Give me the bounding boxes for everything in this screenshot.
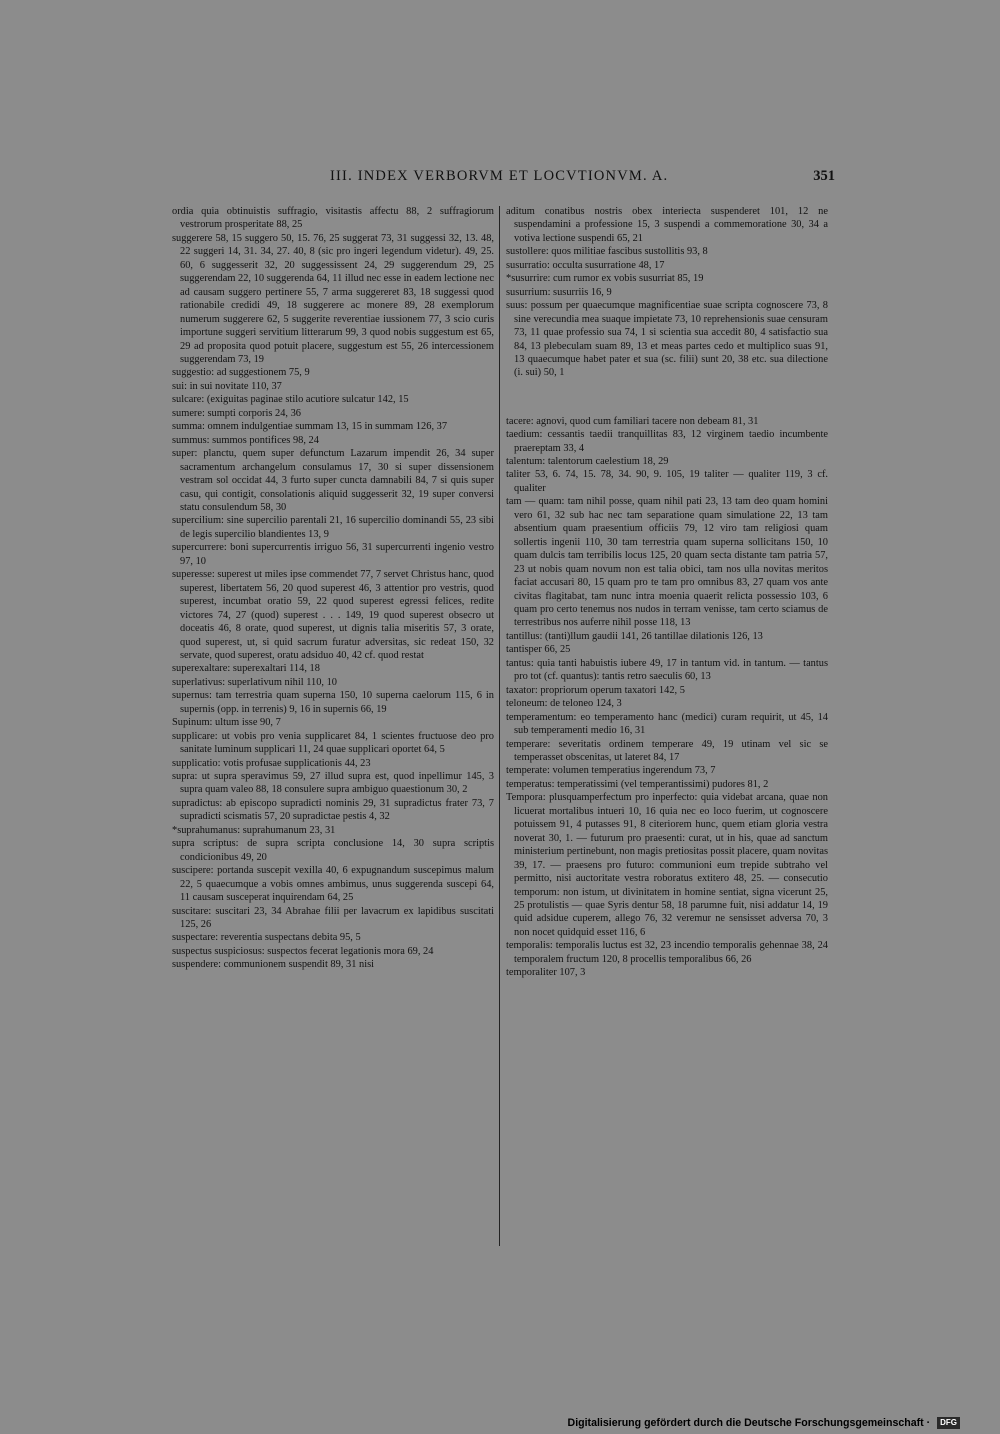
- index-entry: temporalis: temporalis luctus est 32, 23 incendio temporalis gehennae 38, 24 temporalem fructum 120, 8 procellis temporalibus 66, 26: [506, 940, 828, 965]
- index-entry: supernus: tam terrestria quam superna 150, 10 superna caelorum 115, 6 in supernis (opp. in terrenis) 9, 16 in supernis 66, 19: [172, 690, 494, 715]
- index-entry: temporaliter 107, 3: [506, 967, 586, 979]
- page-title: III. INDEX VERBORVM ET LOCVTIONVM. A.: [330, 168, 669, 184]
- index-entry: *suprahumanus: suprahumanum 23, 31: [172, 824, 336, 836]
- index-entry: taxator: propriorum operum taxatori 142, 5: [506, 684, 685, 696]
- entry-gap: [506, 390, 828, 404]
- index-entry: ordia quia obtinuistis suffragio, visitastis affectu 88, 2 suffragiorum vestrorum prosperitate 88, 25: [172, 206, 494, 231]
- page-number: 351: [813, 168, 835, 184]
- index-entry: supra scriptus: de supra scripta conclusione 14, 30 supra scriptis condicionibus 49, 20: [172, 838, 494, 863]
- index-entry: suscitare: suscitari 23, 34 Abrahae filii per lavacrum ex lapidibus suscitati 125, 26: [172, 905, 494, 931]
- index-entry: temperatus: temperatissimi (vel temperantissimi) pudores 81, 2: [506, 778, 769, 790]
- index-entry: susurratio: occulta susurratione 48, 17: [506, 259, 665, 271]
- index-entry: tantus: quia tanti habuistis iubere 49, 17 in tantum vid. in tantum. — tantus pro tot (cf. quantus): tantis retro saeculis 60, 13: [506, 657, 828, 683]
- index-entry: taedium: cessantis taedii tranquillitas 83, 12 virginem taedio incumbente praereptam 33, 4: [506, 429, 828, 454]
- index-entry: temperamentum: eo temperamento hanc (medici) curam requirit, ut 45, 14 sub temperamenti medio 16, 31: [506, 711, 828, 737]
- running-head: [330, 168, 835, 190]
- dfg-logo: DFG: [937, 1417, 960, 1429]
- index-entry: super: planctu, quem super defunctum Lazarum impendit 26, 34 super sacramentum archangelum consulamus 17, 30 si super dissensionem vestram sol occidat 44, 3 furto super cuncta damnabili 84, 7 si quis super casu, qui contigit, consolationis aliquid suggesserit 32, 19 super conversi statu consulendum 58, 30: [172, 448, 494, 513]
- left-column: [172, 205, 494, 972]
- index-entry: suspectare: reverentia suspectans debita 95, 5: [172, 932, 361, 944]
- index-entry: suggestio: ad suggestionem 75, 9: [172, 367, 310, 379]
- index-entry: tacere: agnovi, quod cum familiari tacere non debeam 81, 31: [506, 415, 759, 427]
- index-entry: aditum conatibus nostris obex interiecta suspenderet 101, 12 ne suspendamini a professione 15, 3 suspendi a commemoratione 30, 34 a votiva lectione suspendi 65, 21: [506, 206, 828, 244]
- index-entry: superlativus: superlativum nihil 110, 10: [172, 676, 337, 688]
- index-entry: temperare: severitatis ordinem temperare 49, 19 utinam vel sic se temperasset obscenitas, ut lateret 84, 17: [506, 738, 828, 763]
- right-column: [506, 205, 828, 980]
- index-entry: suscipere: portanda suscepit vexilla 40, 6 expugnandum suscepimus malum 22, 5 quaecumque a vobis omnes ambimus, unus suggerenda suscepi 64, 11 causam susceperat inquirendam 64, 25: [172, 865, 494, 904]
- index-entry: summa: omnem indulgentiae summam 13, 15 in summam 126, 37: [172, 421, 448, 433]
- column-divider: [499, 206, 500, 1246]
- index-entry: tantillus: (tanti)llum gaudii 141, 26 tantillae dilationis 126, 13: [506, 630, 763, 642]
- index-entry: supplicare: ut vobis pro venia supplicaret 84, 1 scientes fructuose deo pro sanitate luminum supplicari 11, 24 quae supplicari oportet 64, 5: [172, 730, 494, 756]
- digitization-footer: [568, 1417, 960, 1429]
- footer-text: Digitalisierung gefördert durch die Deutsche Forschungsgemeinschaft ·: [567, 1417, 931, 1429]
- index-entry: summus: summos pontifices 98, 24: [172, 434, 319, 446]
- index-entry: temperate: volumen temperatius ingerendum 73, 7: [506, 765, 716, 777]
- index-entry: sumere: sumpti corporis 24, 36: [172, 407, 302, 419]
- index-entry: superesse: superest ut miles ipse commendet 77, 7 servet Christus hanc, quod superest, libertatem 56, 20 quod superest 46, 3 attentior pro vestris, quod superest, incumbat oratio 59, 22 quod superest egressi felices, redite victores 74, 27 (quod) superest . . . 149, 19 quod superest obsecro ut doceatis 46, 8 orate, quod superest, ut dignis talia miseritis 57, 3 orate, quod superest, ut, si quid sacrum furatur adversitas, sic redeat 150, 32 servate, quod superest, oratu adsiduo 40, 42 cf. quod restat: [172, 569, 494, 661]
- index-entry: supplicatio: votis profusae supplicationis 44, 23: [172, 757, 371, 769]
- index-entry: teloneum: de teloneo 124, 3: [506, 698, 622, 710]
- index-entry: talentum: talentorum caelestium 18, 29: [506, 456, 669, 468]
- index-entry: tantisper 66, 25: [506, 644, 571, 656]
- index-entry: susurrium: susurriis 16, 9: [506, 286, 612, 298]
- index-entry: Supinum: ultum isse 90, 7: [172, 717, 281, 729]
- index-entry: sulcare: (exiguitas paginae stilo acutiore sulcatur 142, 15: [172, 394, 409, 406]
- index-entry: sustollere: quos militiae fascibus sustollitis 93, 8: [506, 246, 708, 258]
- index-entry: suspendere: communionem suspendit 89, 31 nisi: [172, 959, 375, 971]
- index-entry: supradictus: ab episcopo supradicti nominis 29, 31 supradictus frater 73, 7 supradicti scismatis 57, 20 supradictae pestis 4, 32: [172, 797, 494, 823]
- index-entry: suggerere 58, 15 suggero 50, 15. 76, 25 suggerat 73, 31 suggessi 32, 13. 48, 22 suggeri 14, 31. 34, 27. 40, 8 (sic pro ingeri legendum videtur). 49, 25. 60, 6 suggesserit 32, 20 suggessissent 24, 29 suggerendum 29, 25 suggerendam 22, 10 suggerenda 64, 11 illud nec esse in eadem lectione nec ad causam suggero pertinere 55, 7 arma suggereret 83, 18 suggessi quod rationabile credidi 49, 18 suggerere ac monere 89, 28 exemplorum numerum suggerere 62, 5 suggerite reverentiae iussionem 77, 3 scio curis importune suggeri servitium litterarum 99, 3 quod nobis suggestum est 65, 29 ad proposita quod potuit placere, suggestum est 55, 26 intercessionem suggerendam 73, 19: [172, 232, 494, 365]
- index-entry: supra: ut supra speravimus 59, 27 illud supra est, quod inpellimur 145, 3 supra quam valeo 88, 18 consulere supra ambiguo quaestionum 30, 2: [172, 771, 494, 796]
- index-entry: suus: possum per quaecumque magnificentiae suae scripta cognoscere 73, 8 sine verecundia mea suaque impietate 73, 10 reprehensionis suae censuram 73, 11 quae professio sua 74, 1 si scientia sua accedit 80, 4 satisfactio sua 84, 13 plebeculam suam 89, 13 et meas partes cedo et multiplico suas 91, 13 quaecumque habet pater et sua (sc. filii) sunt 20, 38 etc. sua dilectione (i. sui) 50, 1: [506, 300, 828, 379]
- index-entry: sui: in sui novitate 110, 37: [172, 380, 282, 392]
- index-entry: tam — quam: tam nihil posse, quam nihil pati 23, 13 tam deo quam homini vero 61, 32 sub hac nec tam separatione quam simulatione 22, 13 tam absentium quam praesentium officiis 79, 12 viro tam religiosi quam sollertis ingenii 110, 30 tam terrestria quam superna sollicitans 150, 10 quam dulcis tam terribilis locus 125, 20 quam secta distante tam patria 57, 23 ut nobis quam novum non est talia obici, tam nos ulla novitas meritos faciat accusari 80, 15 quam pro te tam pro omnibus 83, 27 quam vos ante civitas flagitabat, tam nunc intra moenia quaerit relicta possessio 103, 6 quam pro certo tenemus nos nudos in terram venisse, tam certo sciamus de terrestribus nos auferre nihil posse 118, 13: [506, 496, 828, 629]
- index-entry: superexaltare: superexaltari 114, 18: [172, 663, 320, 675]
- index-entry: supercilium: sine supercilio parentali 21, 16 supercilio dominandi 55, 23 sibi de legis supercilio blandientes 13, 9: [172, 515, 494, 540]
- index-entry: Tempora: plusquamperfectum pro inperfecto: quia videbat arcana, quae non licuerat mortalibus intueri 10, 16 quia nec eo loco fuerim, ut cognoscere potuissem 91, 4 putasses 91, 8 citeriorem hunc, quem etiam gloria vestra noverat 30, 1. — futurum pro praesenti: curat, ut in his, quae ad sanctum ministerium pertinebunt, non magis pretiositas possit placere, quam novitas 39, 17. — praesens pro futuro: communioni eum trepide subtraho vel permitto, nisi auctoritate vestra roboratus extitero 48, 25. — consecutio temporum: non istum, ut divinitatem in homine sentiat, signa vicerunt 25, 25 protulistis — quae Syris dentur 58, 18 parumne fuit, nisi addatur 14, 19 quid adsidue cuperem, allego 76, 32 veremur ne sensisset adversa 70, 3 non nocet quidquid esset 116, 6: [506, 792, 828, 938]
- index-entry: taliter 53, 6. 74, 15. 78, 34. 90, 9. 105, 19 taliter — qualiter 119, 3 cf. qualiter: [506, 469, 828, 494]
- index-entry: supercurrere: boni supercurrentis irriguo 56, 31 supercurrenti ingenio vestro 97, 10: [172, 542, 494, 567]
- index-entry: *susurrire: cum rumor ex vobis susurriat 85, 19: [506, 273, 704, 285]
- index-entry: suspectus suspiciosus: suspectos fecerat legationis mora 69, 24: [172, 945, 434, 957]
